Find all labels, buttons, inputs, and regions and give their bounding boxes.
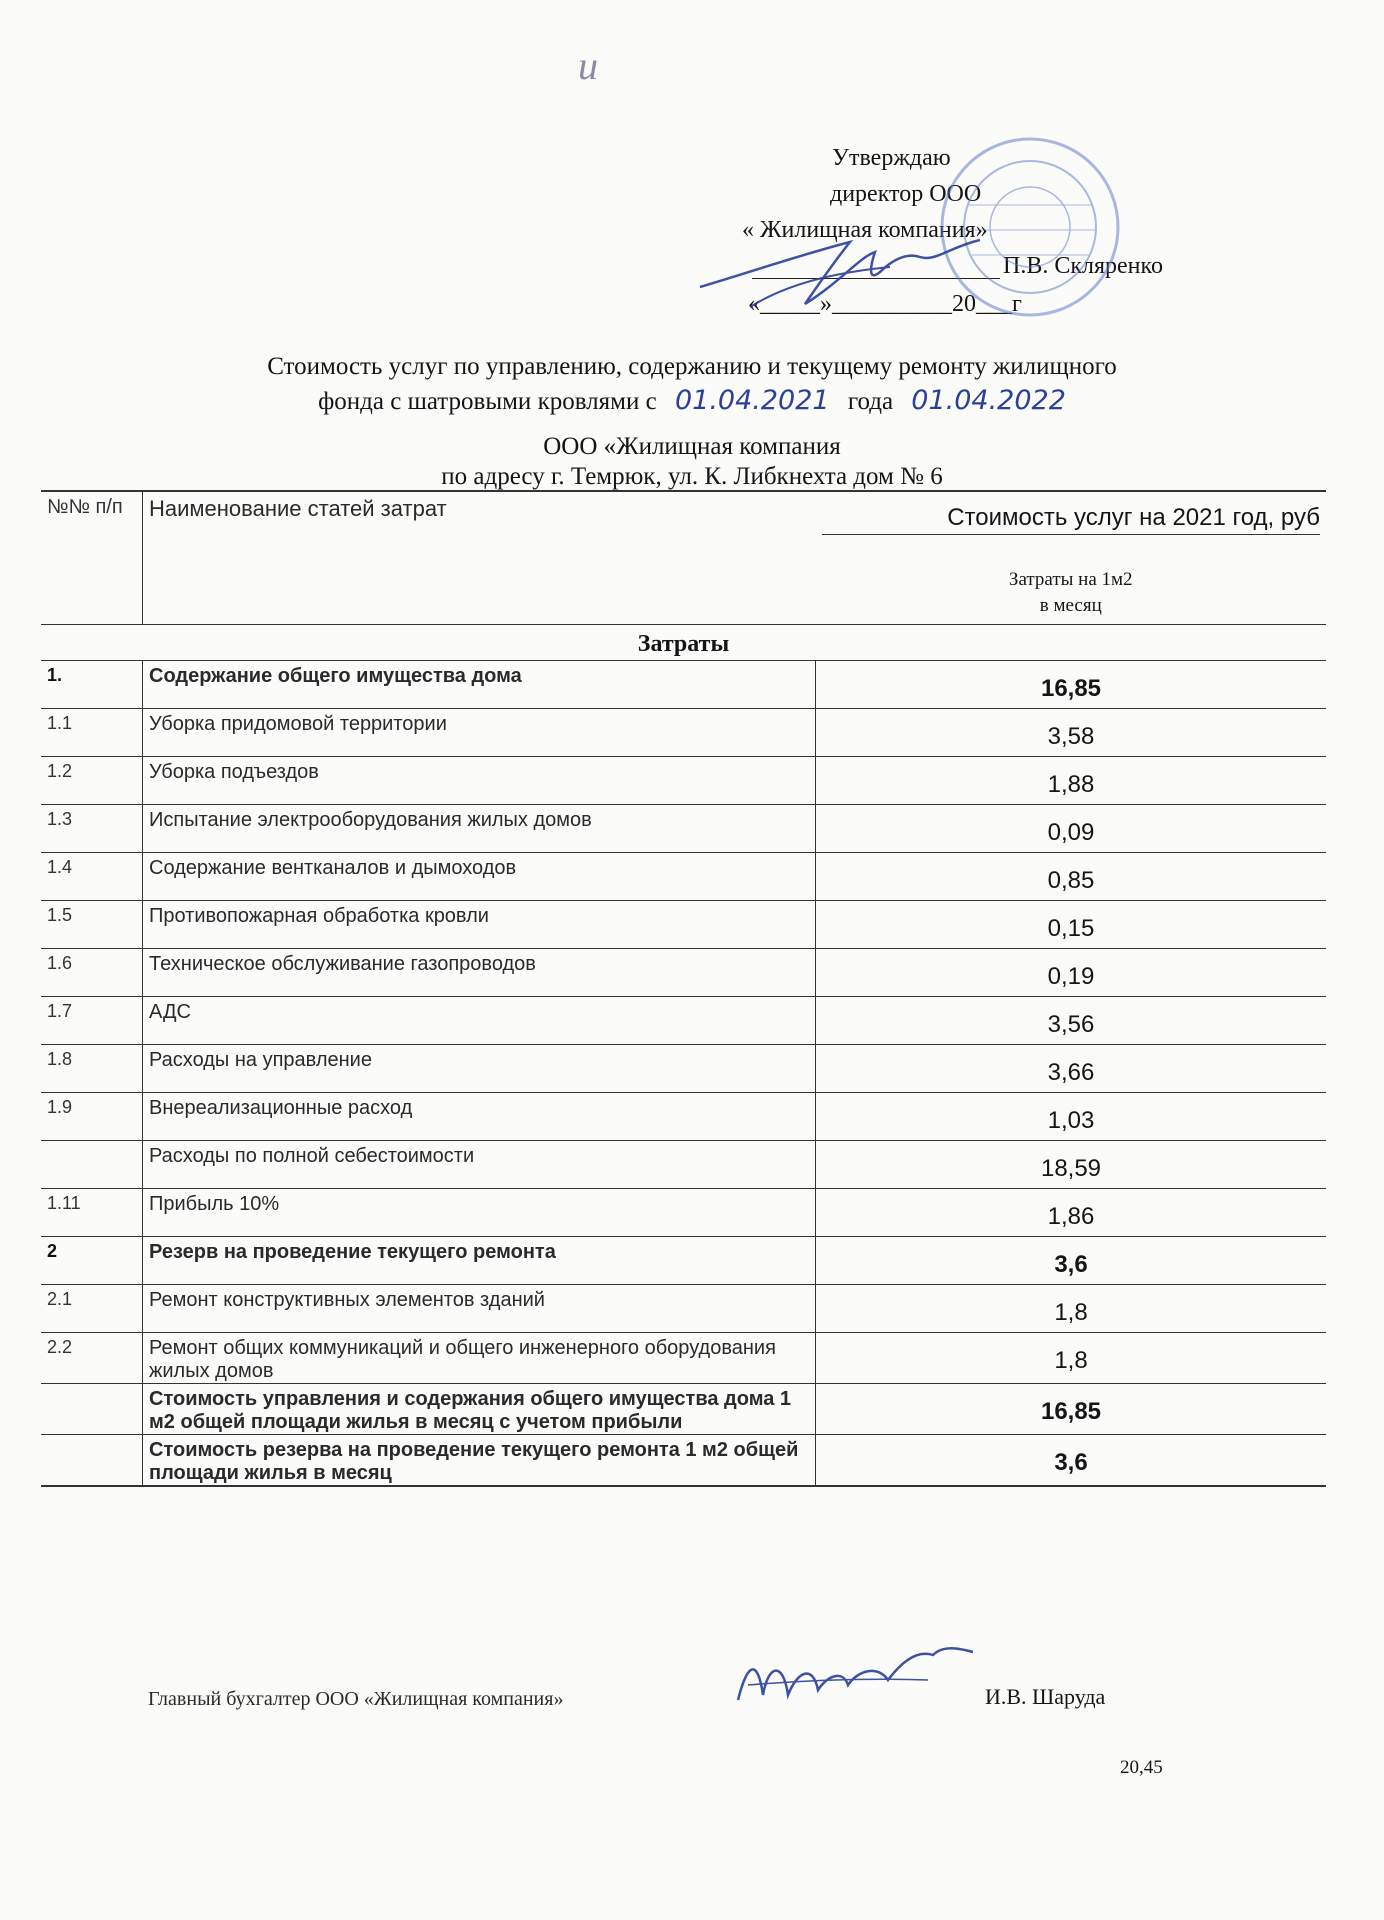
accountant-signature: [728, 1640, 978, 1720]
doc-title-line-3: ООО «Жилищная компания: [543, 433, 841, 460]
row-number: 1.6: [41, 949, 143, 997]
row-number: 1.1: [41, 709, 143, 757]
header-per-month: в месяц: [1039, 595, 1102, 616]
row-number: 1.11: [41, 1189, 143, 1237]
table-row: [41, 1189, 1326, 1237]
row-number: [41, 1384, 143, 1435]
row-number: 1.3: [41, 805, 143, 853]
title-text-year: года: [847, 388, 894, 415]
table-row: [41, 1045, 1326, 1093]
row-number: [41, 1435, 143, 1487]
row-number: 1.: [41, 661, 143, 709]
table-row: [41, 853, 1326, 901]
row-value: 16,85: [816, 661, 1327, 709]
row-name: Стоимость управления и содержания общего имущества дома 1 м2 общей площади жилья в месяц с учетом прибыли: [143, 1384, 816, 1435]
row-name: Испытание электрооборудования жилых домов: [143, 805, 816, 853]
table-row: [41, 901, 1326, 949]
row-name: Прибыль 10%: [143, 1189, 816, 1237]
row-value: 0,15: [816, 901, 1327, 949]
row-number: [41, 1141, 143, 1189]
row-value: 3,6: [816, 1237, 1327, 1285]
header-cost-label: Стоимость услуг на 2021 год, руб: [822, 504, 1321, 535]
row-value: 0,85: [816, 853, 1327, 901]
row-name: АДС: [143, 997, 816, 1045]
row-number: 1.7: [41, 997, 143, 1045]
row-value: 16,85: [816, 1384, 1327, 1435]
row-number: 1.5: [41, 901, 143, 949]
row-number: 2.2: [41, 1333, 143, 1384]
row-name: Уборка придомовой территории: [143, 709, 816, 757]
row-value: 1,86: [816, 1189, 1327, 1237]
row-value: 1,03: [816, 1093, 1327, 1141]
row-name: Расходы на управление: [143, 1045, 816, 1093]
row-number: 1.8: [41, 1045, 143, 1093]
row-value: 1,8: [816, 1333, 1327, 1384]
row-name: Содержание общего имущества дома: [143, 661, 816, 709]
row-value: 3,66: [816, 1045, 1327, 1093]
header-cost: [816, 491, 1327, 625]
table-row: [41, 1435, 1326, 1487]
row-value: 0,09: [816, 805, 1327, 853]
handwritten-mark: и: [578, 43, 598, 88]
doc-title-line-4: по адресу г. Темрюк, ул. К. Либкнехта дом № 6: [441, 463, 943, 490]
table-row: [41, 1093, 1326, 1141]
table-row: [41, 1384, 1326, 1435]
row-number: 2.1: [41, 1285, 143, 1333]
header-per-m2: Затраты на 1м2: [1008, 569, 1133, 590]
row-name: Стоимость резерва на проведение текущего ремонта 1 м2 общей площади жилья в месяц: [143, 1435, 816, 1487]
header-name: Наименование статей затрат: [143, 491, 816, 625]
row-value: 3,58: [816, 709, 1327, 757]
row-name: Резерв на проведение текущего ремонта: [143, 1237, 816, 1285]
table-row: [41, 661, 1326, 709]
row-name: Расходы по полной себестоимости: [143, 1141, 816, 1189]
table-row: [41, 805, 1326, 853]
date-from-handwritten: 01.04.2021: [674, 385, 830, 416]
row-name: Внереализационные расход: [143, 1093, 816, 1141]
row-name: Ремонт общих коммуникаций и общего инженерного оборудования жилых домов: [143, 1333, 816, 1384]
director-signature: [690, 212, 990, 322]
row-name: Ремонт конструктивных элементов зданий: [143, 1285, 816, 1333]
row-name: Содержание вентканалов и дымоходов: [143, 853, 816, 901]
row-value: 1,8: [816, 1285, 1327, 1333]
section-title: Затраты: [41, 625, 1326, 661]
row-number: 2: [41, 1237, 143, 1285]
header-num: №№ п/п: [41, 491, 143, 625]
table-row: [41, 757, 1326, 805]
row-value: 3,56: [816, 997, 1327, 1045]
section-row: [41, 625, 1326, 661]
chief-accountant-role: Главный бухгалтер ООО «Жилищная компания»: [148, 1688, 564, 1710]
row-number: 1.2: [41, 757, 143, 805]
row-number: 1.4: [41, 853, 143, 901]
row-value: 0,19: [816, 949, 1327, 997]
table-row: [41, 1333, 1326, 1384]
table-row: [41, 949, 1326, 997]
approval-date-line: «_____»__________20___г: [748, 291, 1022, 317]
row-name: Противопожарная обработка кровли: [143, 901, 816, 949]
approval-line-1: Утверждаю: [832, 145, 951, 171]
approval-line-3: « Жилищная компания»: [742, 217, 988, 243]
table-row: [41, 709, 1326, 757]
row-value: 3,6: [816, 1435, 1327, 1487]
chief-accountant-name: И.В. Шаруда: [985, 1684, 1106, 1709]
table-row: [41, 1237, 1326, 1285]
row-name: Уборка подъездов: [143, 757, 816, 805]
row-value: 18,59: [816, 1141, 1327, 1189]
page-number: 20,45: [1120, 1757, 1163, 1778]
approval-line-4: П.В. Скляренко: [1003, 253, 1163, 279]
doc-title-line-1: Стоимость услуг по управлению, содержанию и текущему ремонту жилищного: [267, 353, 1117, 380]
table-row: [41, 1285, 1326, 1333]
title-text-from: фонда с шатровыми кровлями с: [318, 388, 657, 415]
costs-table: [41, 490, 1326, 1487]
table-row: [41, 1141, 1326, 1189]
table-header-row: [41, 491, 1326, 625]
date-to-handwritten: 01.04.2022: [911, 385, 1066, 416]
row-value: 1,88: [816, 757, 1327, 805]
row-number: 1.9: [41, 1093, 143, 1141]
table-row: [41, 997, 1326, 1045]
doc-title-line-2: [0, 386, 1384, 416]
row-name: Техническое обслуживание газопроводов: [143, 949, 816, 997]
approval-line-2: директор ООО: [830, 181, 982, 207]
